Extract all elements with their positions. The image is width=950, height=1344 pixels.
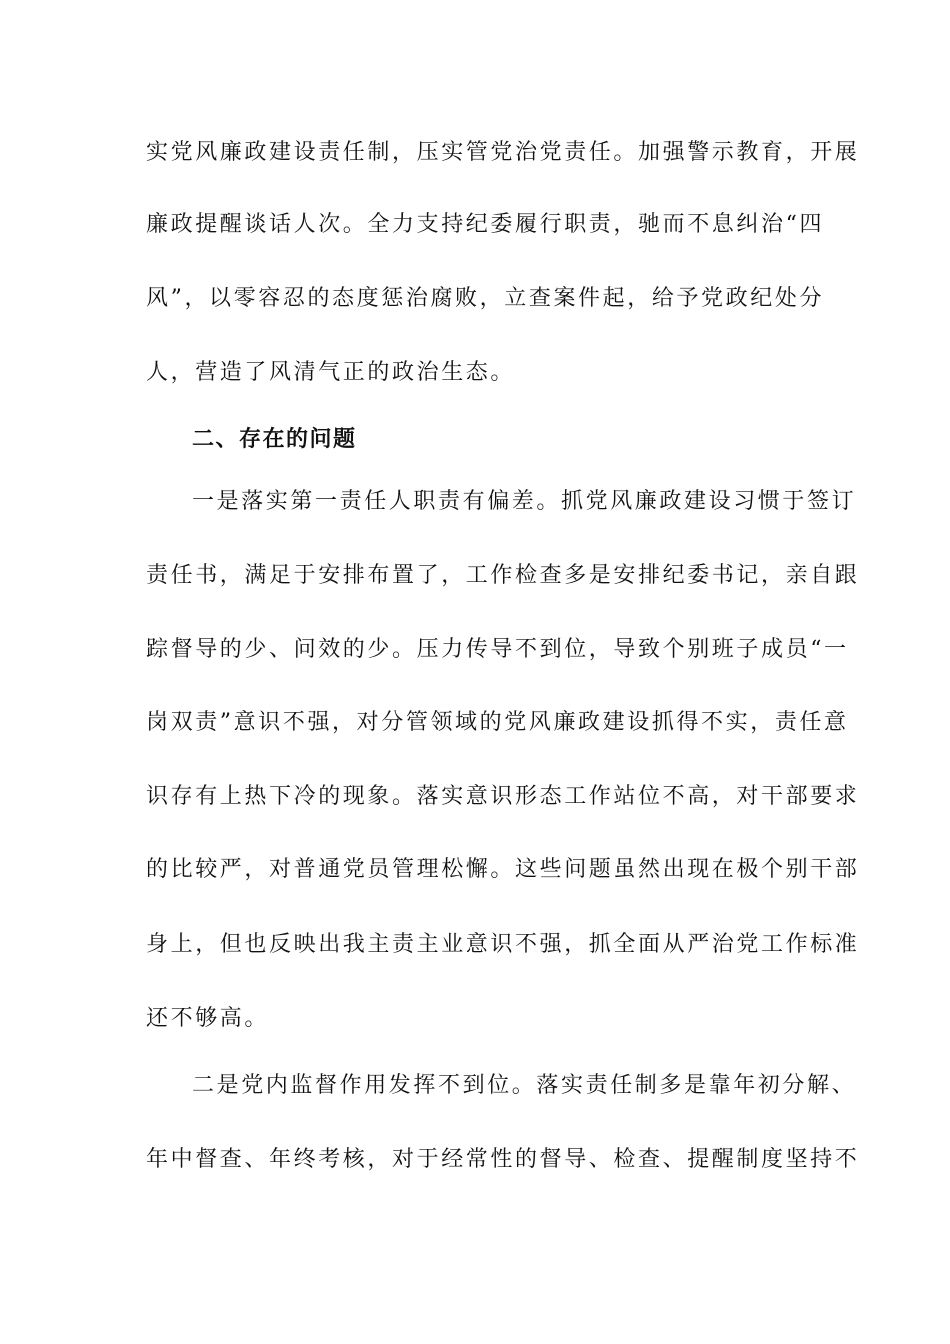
paragraph-line: 实党风廉政建设责任制，压实管党治党责任。加强警示教育，开展 bbox=[146, 140, 860, 165]
paragraph-line: 岗双责”意识不强，对分管领域的党风廉政建设抓得不实，责任意 bbox=[146, 710, 849, 735]
paragraph-line: 识存有上热下冷的现象。落实意识形态工作站位不高，对干部要求 bbox=[146, 784, 860, 809]
paragraph-line: 一是落实第一责任人职责有偏差。抓党风廉政建设习惯于签订 bbox=[192, 489, 857, 514]
section-heading: 二、存在的问题 bbox=[192, 426, 357, 452]
paragraph-line: 踪督导的少、问效的少。压力传导不到位，导致个别班子成员“一 bbox=[146, 637, 849, 662]
paragraph-line: 风”，以零容忍的态度惩治腐败，立查案件起，给予党政纪处分 bbox=[146, 286, 825, 311]
paragraph-line: 二是党内监督作用发挥不到位。落实责任制多是靠年初分解、 bbox=[192, 1073, 857, 1098]
paragraph-line: 身上，但也反映出我主责主业意识不强，抓全面从严治党工作标准 bbox=[146, 932, 860, 957]
paragraph-line: 廉政提醒谈话人次。全力支持纪委履行职责，驰而不息纠治“四 bbox=[146, 212, 825, 237]
paragraph-line: 责任书，满足于安排布置了，工作检查多是安排纪委书记，亲自跟 bbox=[146, 563, 860, 588]
paragraph-line: 还不够高。 bbox=[146, 1006, 270, 1031]
paragraph-line: 人，营造了风清气正的政治生态。 bbox=[146, 360, 516, 385]
paragraph-line: 的比较严，对普通党员管理松懈。这些问题虽然出现在极个别干部 bbox=[146, 857, 860, 882]
paragraph-line: 年中督查、年终考核，对于经常性的督导、检查、提醒制度坚持不 bbox=[146, 1147, 860, 1172]
